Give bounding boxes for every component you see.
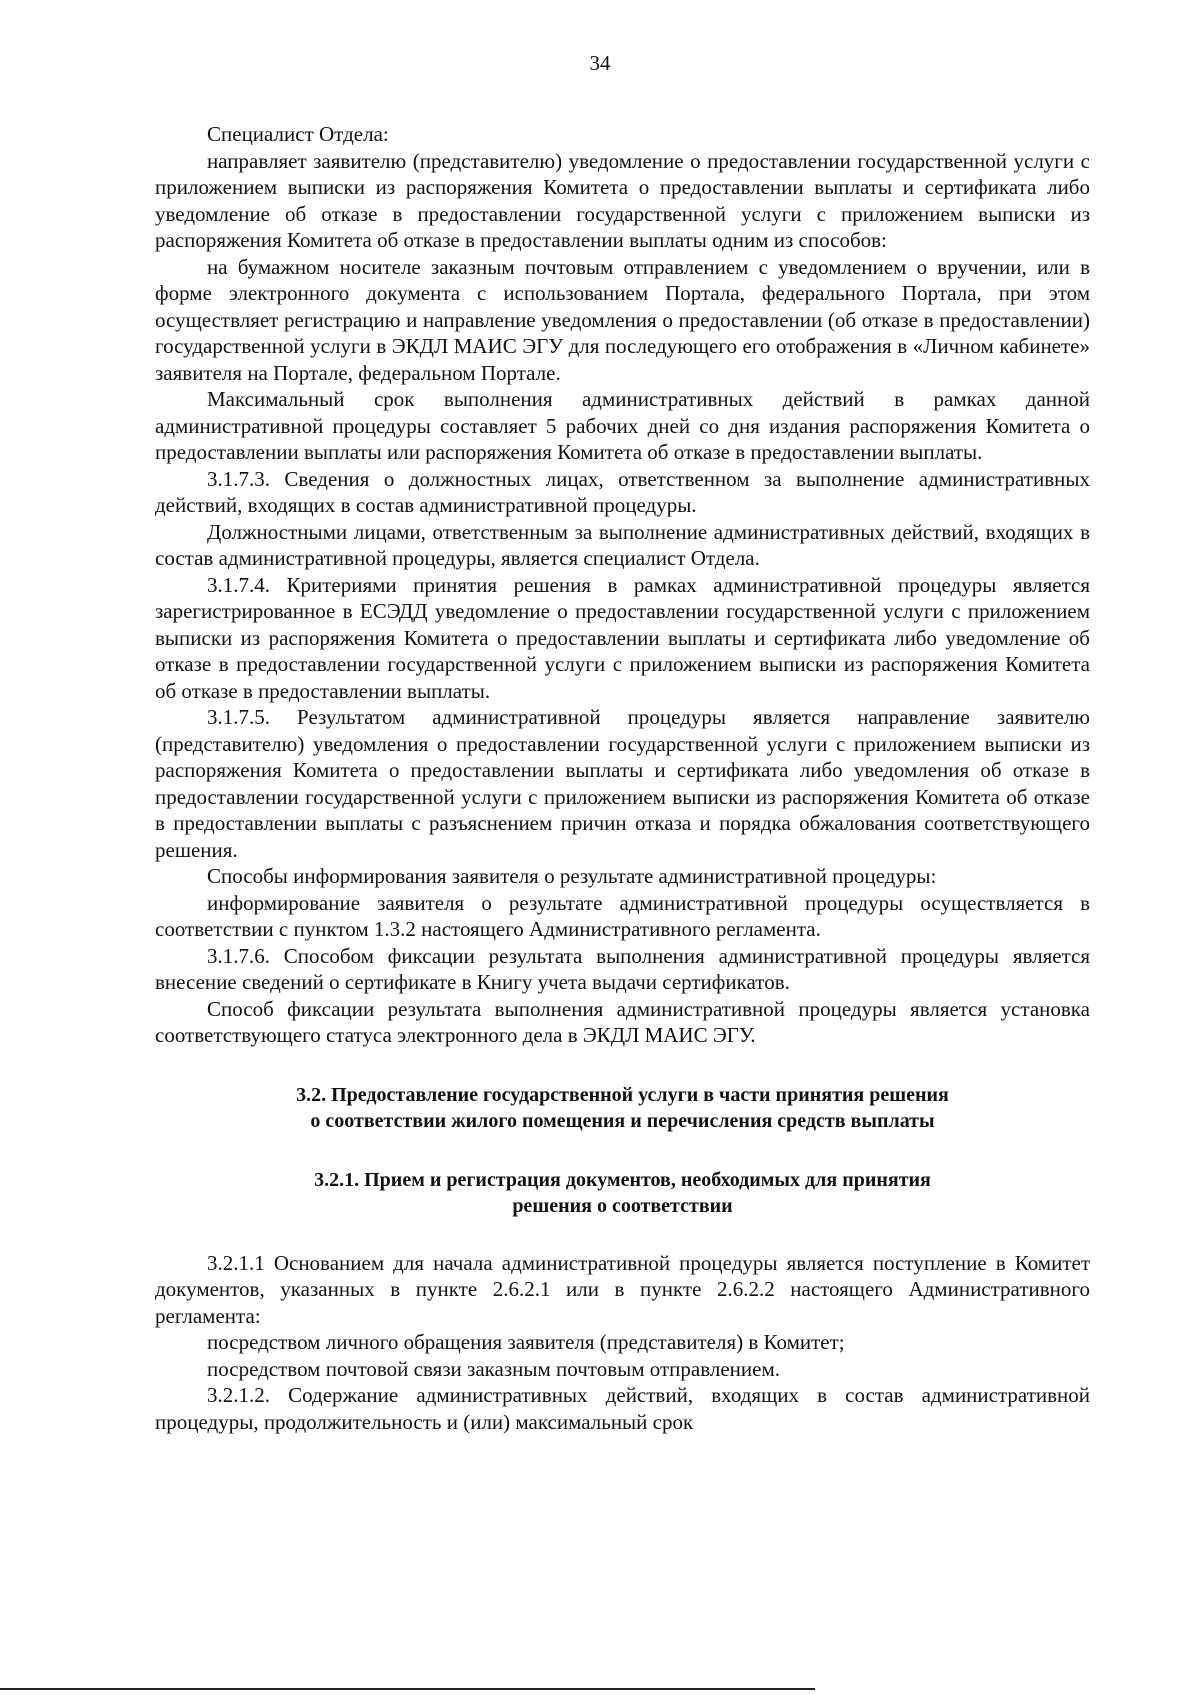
paragraph: Способ фиксации результата выполнения административной процедуры является установка соответствующего статуса электронного дела в ЭКДЛ МАИС ЭГУ. bbox=[155, 996, 1090, 1047]
paragraph: направляет заявителю (представителю) уведомление о предоставлении государственной услуги с приложением выписки из распоряжения Комитета о предоставлении выплаты и сертификата либо уведомление об отказе в предоставлении государственной услуги с приложением выписки из распоряжения Комитета об отказе в предоставлении выплаты одним из способов: bbox=[155, 148, 1090, 252]
paragraph: информирование заявителя о результате административной процедуры осуществляется в соответствии с пунктом 1.3.2 настоящего Административного регламента. bbox=[155, 890, 1090, 941]
paragraph: 3.1.7.6. Способом фиксации результата выполнения административной процедуры является внесение сведений о сертификате в Книгу учета выдачи сертификатов. bbox=[155, 943, 1090, 994]
paragraph: 3.2.1.2. Содержание административных действий, входящих в состав административной процедуры, продолжительность и (или) максимальный срок bbox=[155, 1383, 1090, 1434]
paragraph: Должностными лицами, ответственным за выполнение административных действий, входящих в состав административной процедуры, является специалист Отдела. bbox=[155, 519, 1090, 570]
paragraph: Максимальный срок выполнения административных действий в рамках данной административной процедуры составляет 5 рабочих дней со дня издания распоряжения Комитета о предоставлении выплаты или распоряжения Комитета об отказе в предоставлении выплаты. bbox=[155, 387, 1090, 464]
page-number: 34 bbox=[589, 51, 611, 75]
footer-rule bbox=[0, 1688, 815, 1690]
subsection-heading bbox=[155, 1167, 1090, 1220]
paragraph: 3.1.7.4. Критериями принятия решения в рамках административной процедуры является зарегистрированное в ЕСЭДД уведомление о предоставлении государственной услуги с приложением выписки из распоряжения Комитета о предоставлении выплаты и сертификата либо уведомление об отказе в предоставлении государственной услуги с приложением выписки из распоряжения Комитета об отказе в предоставлении выплаты. bbox=[155, 572, 1090, 703]
section-heading-line: 3.2. Предоставление государственной услуги в части принятия решения bbox=[296, 1083, 949, 1106]
paragraph: Специалист Отдела: bbox=[207, 122, 389, 146]
paragraph: Способы информирования заявителя о результате административной процедуры: bbox=[207, 864, 937, 888]
subsection-heading-line: 3.2.1. Прием и регистрация документов, необходимых для принятия bbox=[314, 1168, 931, 1191]
paragraph: 3.2.1.1 Основанием для начала административной процедуры является поступление в Комитет документов, указанных в пункте 2.6.2.1 или в пункте 2.6.2.2 настоящего Административного регламента: bbox=[155, 1250, 1090, 1328]
section-heading bbox=[155, 1082, 1090, 1135]
section-heading-line: о соответствии жилого помещения и перечисления средств выплаты bbox=[310, 1110, 935, 1132]
paragraph: на бумажном носителе заказным почтовым отправлением с уведомлением о вручении, или в форме электронного документа с использованием Портала, федерального Портала, при этом осуществляет регистрацию и направление уведомления о предоставлении (об отказе в предоставлении) государственной услуги в ЭКДЛ МАИС ЭГУ для последующего его отображения в «Личном кабинете» заявителя на Портале, федеральном Портале. bbox=[155, 254, 1090, 385]
paragraph: 3.1.7.5. Результатом административной процедуры является направление заявителю (представителю) уведомления о предоставлении государственной услуги с приложением выписки из распоряжения Комитета о предоставлении выплаты и сертификата либо уведомления об отказе в предоставлении государственной услуги с приложением выписки из распоряжения Комитета об отказе в предоставлении выплаты с разъяснением причин отказа и порядка обжалования соответствующего решения. bbox=[155, 705, 1090, 862]
paragraph: 3.1.7.3. Сведения о должностных лицах, ответственном за выполнение административных действий, входящих в состав административной процедуры. bbox=[155, 466, 1090, 517]
subsection-heading-line: решения о соответствии bbox=[512, 1195, 733, 1217]
paragraph: посредством личного обращения заявителя (представителя) в Комитет; bbox=[207, 1330, 845, 1354]
document-body bbox=[155, 121, 1090, 1435]
paragraph: посредством почтовой связи заказным почтовым отправлением. bbox=[207, 1356, 780, 1381]
